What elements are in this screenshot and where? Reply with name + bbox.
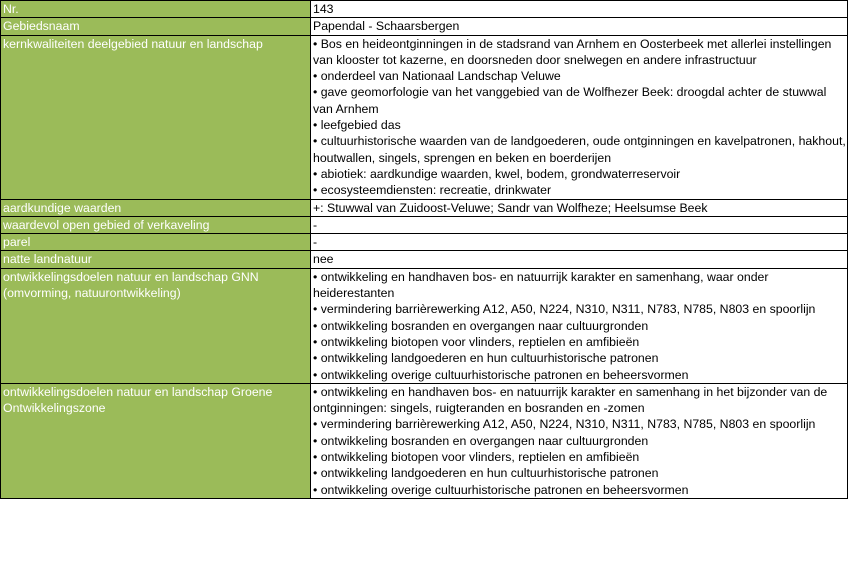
value-aardkundige-waarden: +: Stuwwal van Zuidoost-Veluwe; Sandr van Wolfheze; Heelsumse Beek: [311, 199, 848, 216]
list-item: • ontwikkeling overige cultuurhistorische patronen en beheersvormen: [313, 367, 689, 382]
list-item: • ontwikkeling landgoederen en hun cultuurhistorische patronen: [313, 466, 659, 481]
row-nr: [1, 1, 848, 18]
row-aardkundige-waarden: [1, 199, 848, 216]
label-parel: parel: [1, 234, 311, 251]
row-kernkwaliteiten: [1, 35, 848, 199]
label-ontwikkelingsdoelen-gnn: ontwikkelingsdoelen natuur en landschap GNN (omvorming, natuurontwikkeling): [1, 268, 311, 383]
value-gebiedsnaam: Papendal - Schaarsbergen: [311, 18, 848, 35]
list-item: • leefgebied das: [313, 118, 401, 133]
value-natte-landnatuur: nee: [311, 251, 848, 268]
value-kernkwaliteiten: [311, 35, 848, 199]
value-waardevol-open-gebied: -: [311, 216, 848, 233]
list-item: • abiotiek: aardkundige waarden, kwel, bodem, grondwaterreservoir: [313, 166, 681, 181]
row-gebiedsnaam: [1, 18, 848, 35]
value-nr: 143: [311, 1, 848, 18]
label-waardevol-open-gebied: waardevol open gebied of verkaveling: [1, 216, 311, 233]
list-item: • ontwikkeling bosranden en overgangen naar cultuurgronden: [313, 318, 649, 333]
list-item: • ontwikkeling en handhaven bos- en natuurrijk karakter en samenhang in het bijzonder van de ontginningen: singels, ruigteranden en bosranden en -zomen: [313, 384, 828, 416]
label-kernkwaliteiten: kernkwaliteiten deelgebied natuur en landschap: [1, 35, 311, 199]
list-item: • vermindering barrièrewerking A12, A50, N224, N310, N311, N783, N785, N803 en spoorlijn: [313, 302, 816, 317]
value-parel: -: [311, 234, 848, 251]
list-item: • ecosysteemdiensten: recreatie, drinkwater: [313, 183, 552, 198]
list-item: • ontwikkeling biotopen voor vlinders, reptielen en amfibieën: [313, 450, 640, 465]
list-item: • onderdeel van Nationaal Landschap Veluwe: [313, 69, 561, 84]
row-parel: [1, 234, 848, 251]
list-item: • ontwikkeling biotopen voor vlinders, reptielen en amfibieën: [313, 334, 640, 349]
list-item: • ontwikkeling landgoederen en hun cultuurhistorische patronen: [313, 351, 659, 366]
value-ontwikkelingsdoelen-gnn: [311, 268, 848, 383]
list-item: • ontwikkeling bosranden en overgangen naar cultuurgronden: [313, 433, 649, 448]
label-ontwikkelingsdoelen-goz: ontwikkelingsdoelen natuur en landschap Groene Ontwikkelingszone: [1, 383, 311, 498]
label-aardkundige-waarden: aardkundige waarden: [1, 199, 311, 216]
list-item: • gave geomorfologie van het vanggebied van de Wolfhezer Beek: droogdal achter de stuwwal van Arnhem: [313, 85, 827, 116]
row-ontwikkelingsdoelen-goz: [1, 383, 848, 498]
list-item: • Bos en heideontginningen in de stadsrand van Arnhem en Oosterbeek met allerlei instellingen van klooster tot kazerne, en doorsneden door snelwegen en andere infrastructuur: [313, 36, 832, 67]
value-ontwikkelingsdoelen-goz: [311, 383, 848, 498]
label-natte-landnatuur: natte landnatuur: [1, 251, 311, 268]
list-item: • cultuurhistorische waarden van de landgoederen, oude ontginningen en kavelpatronen, hakhout, houtwallen, singels, sprengen en beken en boerderijen: [313, 134, 846, 165]
list-item: • ontwikkeling en handhaven bos- en natuurrijk karakter en samenhang, waar onder heiderestanten: [313, 269, 769, 301]
row-ontwikkelingsdoelen-gnn: [1, 268, 848, 383]
row-natte-landnatuur: [1, 251, 848, 268]
list-item: • ontwikkeling overige cultuurhistorische patronen en beheersvormen: [313, 482, 689, 497]
row-waardevol-open-gebied: [1, 216, 848, 233]
label-nr: Nr.: [1, 1, 311, 18]
label-gebiedsnaam: Gebiedsnaam: [1, 18, 311, 35]
list-item: • vermindering barrièrewerking A12, A50, N224, N310, N311, N783, N785, N803 en spoorlijn: [313, 417, 816, 432]
